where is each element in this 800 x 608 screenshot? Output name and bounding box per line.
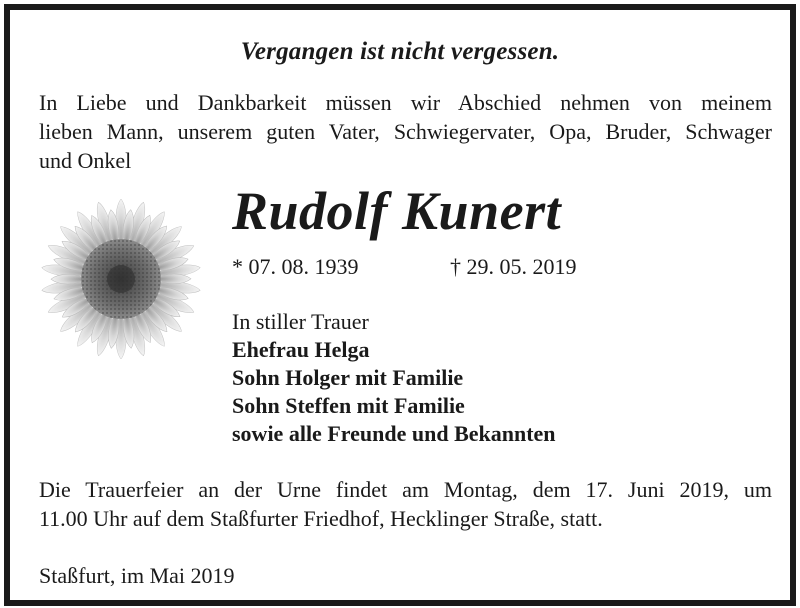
mourning-phrase: In stiller Trauer [232,309,369,334]
mourner-entry: Sohn Holger mit Familie [232,365,464,390]
sunflower-icon [38,196,204,362]
motto-heading: Vergangen ist nicht vergessen. [240,38,560,65]
birth-date: * 07. 08. 1939 [232,254,359,279]
deceased-name: Rudolf Kunert [232,181,562,241]
intro-line: In Liebe und Dankbarkeit müssen wir Abschied nehmen von meinem [39,90,772,115]
ceremony-line: Die Trauerfeier an der Urne findet am Montag, dem 17. Juni 2019, um [39,477,772,502]
place-and-date: Staßfurt, im Mai 2019 [39,563,235,588]
mourner-entry: Ehefrau Helga [232,337,370,362]
death-date: † 29. 05. 2019 [450,254,577,279]
obituary-notice [4,4,796,606]
intro-line: und Onkel [39,148,132,173]
ceremony-line: 11.00 Uhr auf dem Staßfurter Friedhof, Hecklinger Straße, statt. [39,506,603,531]
intro-paragraph [39,88,772,175]
intro-line: lieben Mann, unserem guten Vater, Schwiegervater, Opa, Bruder, Schwager [39,119,772,144]
ceremony-paragraph [39,475,772,533]
mourners-list [232,308,556,448]
mourner-entry: sowie alle Freunde und Bekannten [232,421,556,446]
mourner-entry: Sohn Steffen mit Familie [232,393,465,418]
